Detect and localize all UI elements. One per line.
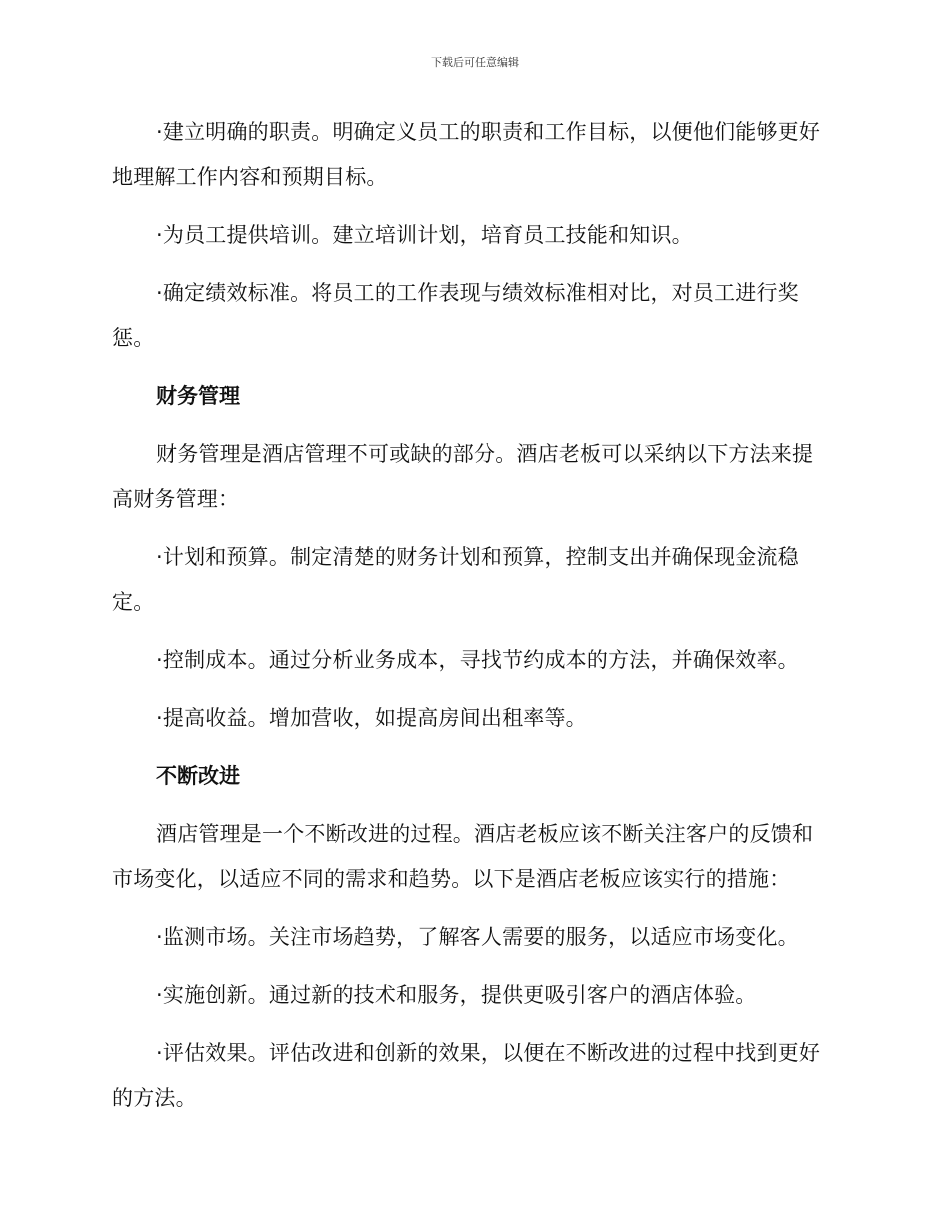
bullet-paragraph: ·监测市场。关注市场趋势，了解客人需要的服务，以适应市场变化。 xyxy=(156,925,799,949)
intro-paragraph: 酒店管理是一个不断改进的过程。酒店老板应该不断关注客户的反馈和市场变化，以适应不同的需求和趋势。以下是酒店老板应该实行的措施： xyxy=(112,822,814,891)
bullet-paragraph: ·评估效果。评估改进和创新的效果，以便在不断改进的过程中找到更好的方法。 xyxy=(112,1041,821,1110)
bullet-paragraph: ·实施创新。通过新的技术和服务，提供更吸引客户的酒店体验。 xyxy=(156,983,757,1007)
document-body xyxy=(112,110,832,1134)
section-heading-finance: 财务管理 xyxy=(156,384,240,408)
bullet-paragraph: ·控制成本。通过分析业务成本，寻找节约成本的方法，并确保效率。 xyxy=(156,648,799,672)
section-heading-improvement: 不断改进 xyxy=(156,764,240,788)
bullet-paragraph: ·为员工提供培训。建立培训计划，培育员工技能和知识。 xyxy=(156,223,693,247)
bullet-paragraph: ·提高收益。增加营收，如提高房间出租率等。 xyxy=(156,706,587,730)
bullet-paragraph: ·计划和预算。制定清楚的财务计划和预算，控制支出并确保现金流稳定。 xyxy=(112,545,799,614)
bullet-paragraph: ·建立明确的职责。明确定义员工的职责和工作目标，以便他们能够更好地理解工作内容和预期目标。 xyxy=(112,120,821,189)
intro-paragraph: 财务管理是酒店管理不可或缺的部分。酒店老板可以采纳以下方法来提高财务管理： xyxy=(112,442,814,511)
bullet-paragraph: ·确定绩效标准。将员工的工作表现与绩效标准相对比，对员工进行奖惩。 xyxy=(112,281,799,350)
page-header: 下载后可任意编辑 xyxy=(431,56,519,69)
